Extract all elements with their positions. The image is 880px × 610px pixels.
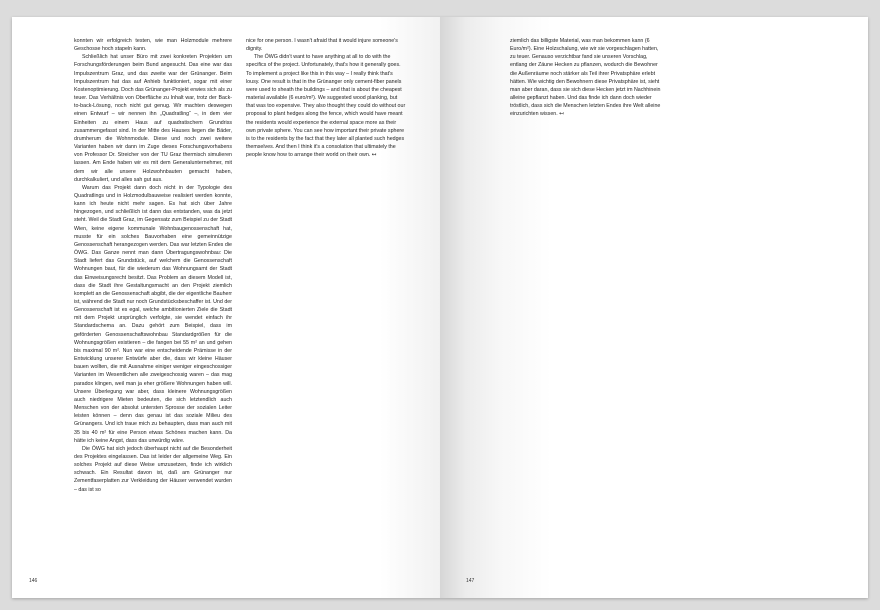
page-number: 147 <box>466 578 475 584</box>
page-number: 146 <box>29 578 38 584</box>
paragraph: konnten wir erfolgreich testen, wie man Holzmodule mehrere Geschosse hoch stapeln kann. <box>74 38 232 53</box>
german-text-column <box>510 37 662 119</box>
paragraph: The ÖWG didn't want to have anything at all to do with the specifics of the project. Unfortunately, that's how it generally goes. To implement a project like this in this way – I really think that's lousy. One result is that in the Grünanger only cement-fiber panels were used to sheath the buildings – and that is about the cheapest material available (6 euro/m²). We suggested wood planking, but that was too expensive. They also thought they could do without our proposal to plant hedges along the fence, which would have meant the residents would experience the external space more as their own private sphere. You can see how important their private sphere is to the residents by the fact that they later all planted such hedges themselves. And then I think it's a consolation that ultimately the people know how to arrange their world on their own. ↤ <box>246 54 406 159</box>
right-page <box>440 17 868 598</box>
paragraph: ziemlich das billigste Material, was man bekommen kann (6 Euro/m²). Eine Holzschalung, wie wir sie vorgeschlagen hatten, zu teuer. Genauso verzichtbar fand sie unseren Vorschlag, entlang der Zäune Hecken zu pflanzen, wodurch die Bewohner die Außenräume noch stärker als Teil ihrer Privatsphäre erlebt hätten. Wie wichtig den Bewohnern diese Privatsphäre ist, sieht man aber daran, dass sie sich diese Hecken jetzt im Nachhinein alleine gepflanzt haben. Und das finde ich dann doch wieder tröstlich, dass sich die Menschen letzten Endes ihre Welt alleine einzurichten wissen. ↤ <box>510 38 661 118</box>
paragraph: Warum das Projekt dann doch nicht in der Typologie des Quadratlings und in Holzmodulbauweise realisiert werden konnte, kann ich heute nicht mehr sagen. Es hat sich über Jahre hingezogen, und schließlich ist dann das entstanden, was da jetzt steht. Weil die Stadt Graz, im Gegensatz zum Beispiel zu der Stadt Wien, keine eigene kommunale Wohnbaugenossenschaft hat, musste für ein solches Bauvorhaben eine gemeinnützige Genossenschaft herangezogen werden. Das war letzten Endes die ÖWG. Das Ganze nennt man dann Übertragungswohnbau: Die Stadt liefert das Grundstück, auf welchem die Genossenschaft Wohnungen baut, für die wiederum das Wohnungsamt der Stadt das Einweisungsrecht besitzt. Das Problem an diesem Modell ist, dass die Stadt ihre Gestaltungsmacht an den Projekt ziemlich komplett an die Genossenschaft abgibt, die der eigentliche Bauherr ist, während die Stadt nur noch Grundstücksbeschaffer ist. Und der Genossenschaft ist es egal, welche ambitionierten Ziele die Stadt mit dem Projekt ursprünglich verfolgte, sie wendet einfach ihr Standardschema an. Dazu gehört zum Beispiel, dass im geförderten Genossenschaftswohnbau Standardgrößen für die Wohnungsgrößen existieren – die fangen bei 55 m² an und gehen bis maximal 90 m². Nun war eine entscheidende Prämisse in der Entwicklung unserer Entwürfe aber die, dass wir kleine Häuser bauen wollten, die mit Ausnahme einiger weniger eingeschossiger Varianten im Wesentlichen alle zweigeschossig waren – das mag paradox klingen, weil man ja eher größere Wohnungen haben will. Unsere Überlegung war aber, dass kleinere Wohnungsgrößen auch niedrigere Mieten bedeuten, die sich letztendlich auch Menschen von der absolut untersten Sprosse der sozialen Leiter leisten können – denn das genau ist das soziale Milieu des Grünangers. Und ich traue mich zu behaupten, dass man auch mit 35 bis 40 m² für eine Person etwas Schönes machen kann. Da hätte ich keine Angst, dass das unwürdig wäre. <box>74 184 232 444</box>
left-page <box>12 17 440 598</box>
paragraph: Die ÖWG hat sich jedoch überhaupt nicht auf die Besonderheit des Projektes eingelassen. Das ist leider der allgemeine Weg. Ein solches Projekt auf diese Weise umzusetzen, finde ich wirklich schwach. Ein Resultat davon ist, daß am Grünanger nur Zementfaserplatten zur Verkleidung der Häuser verwendet wurden – das ist so <box>74 445 232 493</box>
german-text-column <box>74 37 232 494</box>
paragraph: nice for one person. I wasn't afraid that it would injure someone's dignity. <box>246 38 398 53</box>
book-spread <box>12 17 868 598</box>
english-text-column <box>246 37 406 159</box>
paragraph: Schließlich hat unser Büro mit zwei konkreten Projekten um Forschungsförderungen beim Bund angesucht. Das eine war das Impulszentrum Graz, und das zweite war der Grünanger. Beim Impulszentrum hat das auf Anhieb funktioniert, sogar mit einer Kostenoptimierung. Doch das Grünanger-Projekt erwies sich als zu teuer. Das Verhältnis von Oberfläche zu Inhalt war, trotz der Back-to-back-Lösung, noch nicht gut genug. Wir machten deswegen einen Entwurf – wir nennen ihn „Quadratling“ –, in dem vier Einheiten zu einem Haus auf quadratischem Grundriss zusammengefasst sind. In der Mitte des Hauses liegen die Bäder, drumherum die Wohnmodule. Diese und noch zwei weitere Varianten haben wir dann im Zuge dieses Forschungsvorhabens von Professor Dr. Streicher von der TU Graz thermisch simulieren lassen. Am Ende haben wir es mit dem Generalunternehmer, mit dem wir alle unsere Holzwohnbauten gemacht haben, durchkalkuliert, und alles sah gut aus. <box>74 54 232 183</box>
